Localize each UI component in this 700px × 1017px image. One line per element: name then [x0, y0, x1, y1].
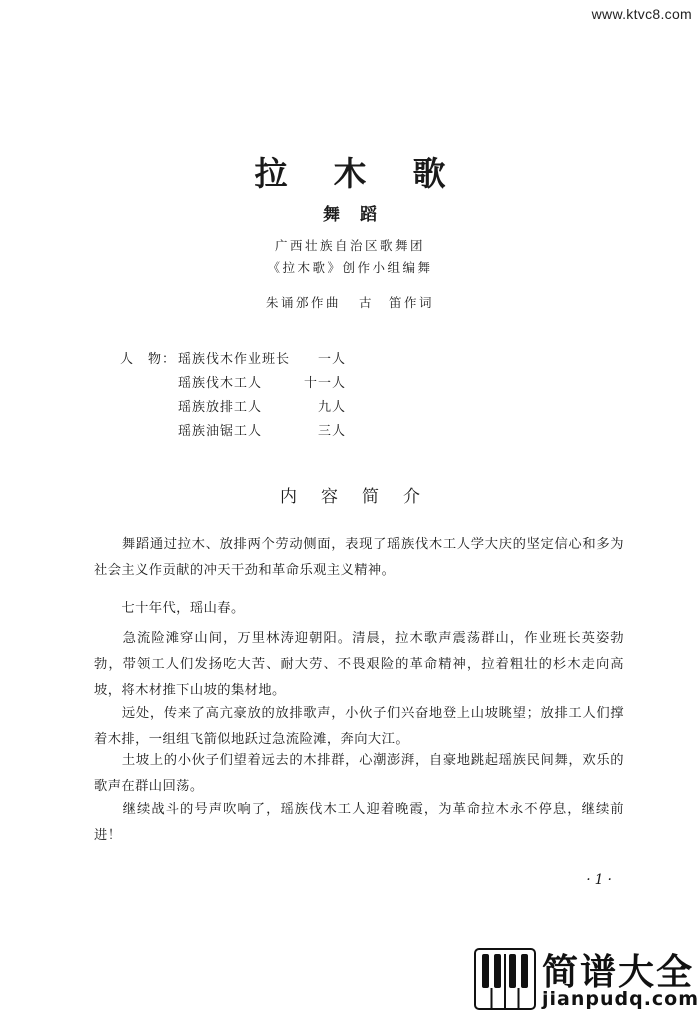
cast-row — [120, 348, 346, 372]
page-subtitle: 舞蹈 — [323, 205, 397, 225]
synopsis-heading: 内容简介 — [280, 487, 444, 507]
piano-keys-icon — [474, 948, 536, 1010]
synopsis-paragraph: 急流险滩穿山间，万里林涛迎朝阳。清晨，拉木歌声震荡群山，作业班长英姿勃勃，带领工人们发扬吃大苦、耐大劳、不畏艰险的革命精神，拉着粗壮的杉木走向高坡，将木材推下山坡的集材地。 — [94, 631, 624, 698]
cast-role: 瑶族伐木工人 — [178, 376, 263, 391]
lyricist-credit: 古 笛作词 — [359, 295, 435, 310]
cast-role: 瑶族放排工人 — [178, 400, 263, 415]
cast-count: 一人 — [317, 352, 346, 367]
cast-row — [120, 396, 346, 420]
composer-credit: 朱诵邠作曲 — [265, 295, 341, 310]
site-watermark: www.ktvc8.com — [591, 6, 692, 22]
cast-count: 九人 — [317, 400, 346, 415]
cast-count: 三人 — [317, 424, 346, 439]
site-logo — [474, 944, 698, 1014]
synopsis-paragraph: 远处，传来了高亢豪放的放排歌声，小伙子们兴奋地登上山坡眺望；放排工人们撑着木排，一组组飞箭似地跃过急流险滩，奔向大江。 — [94, 706, 624, 747]
logo-name: 简谱大全 — [542, 952, 695, 993]
music-lyrics-credit — [0, 293, 700, 311]
synopsis-intro: 舞蹈通过拉木、放排两个劳动侧面，表现了瑶族伐木工人学大庆的坚定信心和多为社会主义作贡献的冲天干劲和革命乐观主义精神。 — [94, 537, 624, 578]
logo-url: jianpudq.com — [542, 988, 700, 1010]
synopsis-paragraph: 继续战斗的号声吹响了，瑶族伐木工人迎着晚霞，为革命拉木永不停息，继续前进！ — [94, 802, 624, 843]
cast-row — [120, 420, 346, 444]
cast-role: 瑶族伐木作业班长 — [178, 352, 291, 367]
choreographer-org: 广西壮族自治区歌舞团 — [274, 238, 425, 253]
cast-row — [120, 372, 346, 396]
cast-list — [120, 348, 346, 444]
cast-count: 十一人 — [303, 376, 346, 391]
synopsis-era: 七十年代，瑶山春。 — [94, 601, 245, 616]
cast-label: 人 物： — [120, 352, 177, 367]
cast-role: 瑶族油锯工人 — [178, 424, 263, 439]
page-title: 拉木歌 — [254, 154, 492, 193]
synopsis-paragraph: 土坡上的小伙子们望着远去的木排群，心潮澎湃，自豪地跳起瑶族民间舞，欢乐的歌声在群山回荡。 — [94, 753, 624, 794]
choreography-group: 《拉木歌》创作小组编舞 — [267, 260, 433, 275]
page-number: ·1· — [586, 872, 616, 888]
